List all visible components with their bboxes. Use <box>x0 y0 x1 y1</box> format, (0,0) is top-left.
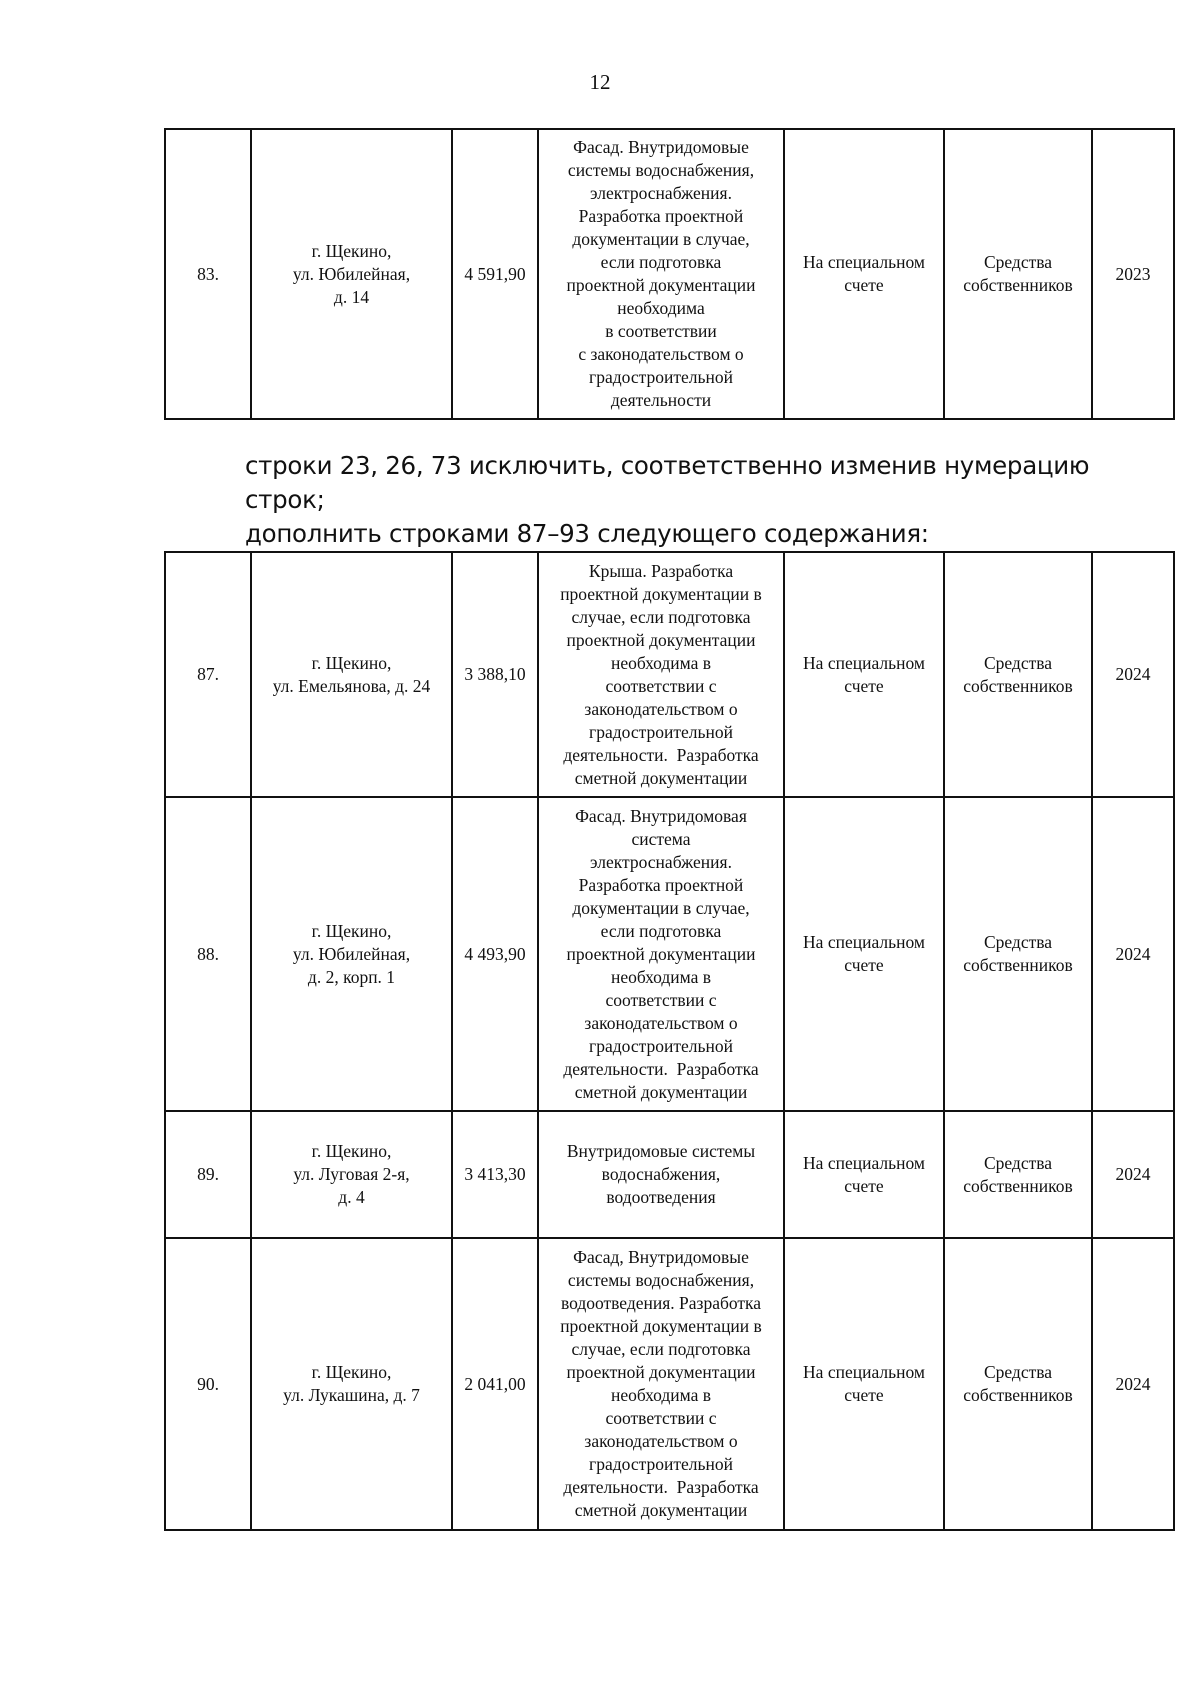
address-cell <box>251 552 452 797</box>
address-cell <box>251 129 452 419</box>
account-cell <box>784 552 944 797</box>
account-line: На специальном <box>803 652 925 673</box>
address-cell <box>251 797 452 1111</box>
works-line: градостроительной <box>589 1035 733 1056</box>
account-line: На специальном <box>803 1152 925 1173</box>
address-line: г. Щекино, <box>311 920 392 941</box>
account-line: На специальном <box>803 252 925 272</box>
works-cell <box>538 129 784 419</box>
account-line: счете <box>844 1175 884 1196</box>
source-line: собственников <box>963 675 1073 696</box>
account-line: счете <box>844 275 884 295</box>
works-line: законодательством о <box>584 1012 738 1033</box>
address-line: ул. Юбилейная, <box>292 263 411 284</box>
works-line: градостроительной <box>589 721 733 742</box>
works-line: система <box>631 828 691 849</box>
account-cell <box>784 129 944 419</box>
works-line: водоотведения <box>606 1187 716 1207</box>
works-line: необходима в <box>610 652 712 673</box>
row-number: 87. <box>165 552 251 797</box>
works-line: Фасад, Внутридомовые <box>573 1247 749 1267</box>
table-row <box>165 797 1174 1111</box>
works-line: системы водоснабжения, <box>567 160 755 180</box>
source-line: Средства <box>983 932 1053 952</box>
works-line: водоснабжения, <box>601 1164 721 1184</box>
year-cell: 2024 <box>1092 1238 1174 1530</box>
works-line: в соответствии <box>605 321 717 341</box>
works-line: водоотведения. Разработка <box>560 1293 762 1313</box>
instruction-line: строки 23, 26, 73 исключить, соответственно изменив нумерацию строк; <box>245 451 1090 514</box>
source-line: Средства <box>983 252 1053 272</box>
area-cell: 3 388,10 <box>452 552 538 797</box>
source-line: Средства <box>983 1362 1053 1382</box>
works-line: необходима <box>617 298 705 318</box>
account-line: На специальном <box>803 1362 925 1382</box>
works-line: системы водоснабжения, <box>567 1270 755 1290</box>
address-line: ул. Луговая 2-я, <box>293 1164 410 1184</box>
works-line: градостроительной <box>589 367 733 387</box>
works-line: сметной документации <box>574 1081 748 1102</box>
works-line: проектной документации <box>566 1362 756 1382</box>
works-line: проектной документации в <box>560 583 762 604</box>
works-line: необходима в <box>610 966 712 987</box>
address-line: ул. Лукашина, д. 7 <box>283 1385 420 1405</box>
source-line: собственников <box>963 1385 1073 1405</box>
works-line: если подготовка <box>600 252 722 272</box>
works-line: если подготовка <box>600 920 722 941</box>
works-line: Внутридомовые системы <box>566 1141 756 1161</box>
source-line: Средства <box>983 1152 1053 1173</box>
account-line: На специальном <box>803 932 925 952</box>
source-cell <box>944 129 1092 419</box>
works-line: Фасад. Внутридомовая <box>575 805 747 826</box>
area-cell: 2 041,00 <box>452 1238 538 1530</box>
works-line: электроснабжения. <box>590 183 732 203</box>
address-line: г. Щекино, <box>311 1362 392 1382</box>
address-cell <box>251 1111 452 1238</box>
source-line: собственников <box>963 275 1073 295</box>
works-cell <box>538 797 784 1111</box>
works-line: деятельности <box>610 390 712 410</box>
works-line: Разработка проектной <box>578 874 744 895</box>
works-cell <box>538 1111 784 1238</box>
table-row <box>165 1238 1174 1530</box>
table-row <box>165 129 1174 419</box>
works-line: проектной документации <box>566 275 756 295</box>
source-cell <box>944 552 1092 797</box>
works-line: законодательством о <box>584 1431 738 1451</box>
address-line: г. Щекино, <box>311 240 392 261</box>
page-number: 12 <box>589 70 611 94</box>
address-line: д. 4 <box>338 1187 365 1207</box>
account-line: счете <box>844 955 884 975</box>
source-cell <box>944 797 1092 1111</box>
account-cell <box>784 1238 944 1530</box>
row-number: 83. <box>165 129 251 419</box>
works-line: деятельности. Разработка <box>563 744 759 765</box>
table-row <box>165 552 1174 797</box>
works-line: Фасад. Внутридомовые <box>573 137 749 157</box>
source-cell <box>944 1111 1092 1238</box>
year-cell: 2024 <box>1092 797 1174 1111</box>
works-line: случае, если подготовка <box>571 606 751 627</box>
works-line: соответствии с <box>605 989 717 1010</box>
works-line: Крыша. Разработка <box>588 560 734 581</box>
works-line: проектной документации <box>566 943 756 964</box>
works-line: сметной документации <box>574 767 748 788</box>
source-line: Средства <box>983 652 1053 673</box>
address-line: г. Щекино, <box>311 1141 392 1161</box>
table-row <box>165 1111 1174 1238</box>
address-cell <box>251 1238 452 1530</box>
works-line: документации в случае, <box>572 229 750 249</box>
works-line: законодательством о <box>584 698 738 719</box>
works-line: деятельности. Разработка <box>563 1477 759 1497</box>
source-line: собственников <box>963 1175 1073 1196</box>
works-line: градостроительной <box>589 1454 733 1474</box>
address-line: ул. Емельянова, д. 24 <box>272 675 431 696</box>
works-line: сметной документации <box>574 1500 748 1520</box>
row-number: 89. <box>165 1111 251 1238</box>
address-line: д. 2, корп. 1 <box>307 966 396 987</box>
works-line: проектной документации <box>566 629 756 650</box>
address-line: г. Щекино, <box>311 652 392 673</box>
year-cell: 2024 <box>1092 552 1174 797</box>
works-line: необходима в <box>610 1385 712 1405</box>
works-line: с законодательством о <box>578 344 744 364</box>
works-line: документации в случае, <box>572 897 750 918</box>
amendment-instructions <box>245 449 1165 551</box>
source-cell <box>944 1238 1092 1530</box>
row-number: 88. <box>165 797 251 1111</box>
area-cell: 3 413,30 <box>452 1111 538 1238</box>
works-line: проектной документации в <box>560 1316 762 1336</box>
table-main <box>164 551 1175 1531</box>
row-number: 90. <box>165 1238 251 1530</box>
address-line: ул. Юбилейная, <box>292 943 411 964</box>
area-cell: 4 493,90 <box>452 797 538 1111</box>
works-line: случае, если подготовка <box>571 1339 751 1359</box>
works-line: Разработка проектной <box>578 206 744 226</box>
year-cell: 2023 <box>1092 129 1174 419</box>
works-line: деятельности. Разработка <box>563 1058 759 1079</box>
account-line: счете <box>844 675 884 696</box>
works-line: электроснабжения. <box>590 851 732 872</box>
account-line: счете <box>844 1385 884 1405</box>
works-cell <box>538 552 784 797</box>
works-line: соответствии с <box>605 675 717 696</box>
account-cell <box>784 797 944 1111</box>
source-line: собственников <box>963 955 1073 975</box>
year-cell: 2024 <box>1092 1111 1174 1238</box>
works-cell <box>538 1238 784 1530</box>
table-top <box>164 128 1175 420</box>
area-cell: 4 591,90 <box>452 129 538 419</box>
instruction-line: дополнить строками 87–93 следующего содержания: <box>245 519 929 548</box>
address-line: д. 14 <box>333 286 370 307</box>
works-line: соответствии с <box>605 1408 717 1428</box>
account-cell <box>784 1111 944 1238</box>
